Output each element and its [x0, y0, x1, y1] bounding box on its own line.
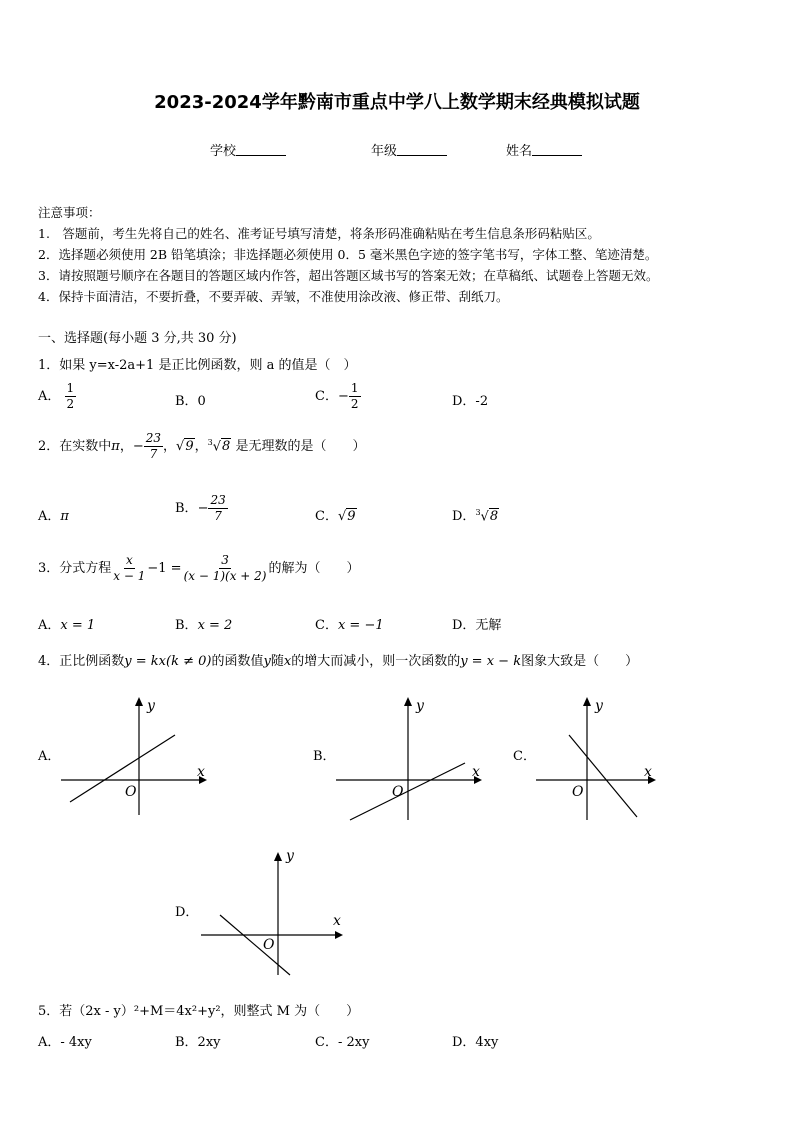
fraction: $\frac{1}{2}$ — [350, 381, 359, 411]
q4-option-d[interactable]: D． — [175, 905, 199, 920]
q1-option-d[interactable]: D．-2 — [452, 394, 489, 409]
q1-option-c[interactable] — [315, 381, 361, 412]
pi-symbol: π — [111, 439, 120, 454]
grade-label: 年级 — [371, 144, 398, 159]
svg-text:x: x — [197, 764, 205, 780]
svg-text:y: y — [416, 698, 424, 714]
graph-b — [330, 690, 490, 825]
cbrt-symbol: $^3$√8 — [475, 507, 499, 524]
minus-sign: − — [337, 389, 349, 404]
q2-option-c[interactable]: C．√9 — [315, 509, 356, 524]
question-5-stem: 5．若（2x - y）²+M＝4x²+y²，则整式 M 为（ ） — [38, 1004, 360, 1019]
cbrt-symbol: $^3$√8 — [207, 437, 231, 454]
q5-option-a[interactable]: A．- 4xy — [38, 1035, 92, 1050]
svg-text:x: x — [472, 764, 480, 780]
sqrt-symbol: √9 — [337, 509, 356, 524]
svg-text:x: x — [644, 764, 652, 780]
graph-d — [195, 845, 355, 980]
question-2-stem: 2．在实数中π，− $\frac{23}{7}$ ，√9，$^3$√8 是无理数的是（ ） — [38, 431, 366, 461]
note-item: 4．保持卡面清洁，不要折叠，不要弄破、弄皱，不准使用涂改液、修正带、刮纸刀。 — [38, 289, 509, 304]
fraction: $\frac{x}{x - 1}$ — [113, 553, 146, 583]
name-label: 姓名 — [506, 144, 533, 159]
graph-a — [55, 690, 215, 820]
graph-c — [532, 690, 662, 825]
fraction: $\frac{23}{7}$ — [210, 493, 226, 523]
school-blank[interactable] — [236, 143, 286, 156]
svg-text:y: y — [147, 698, 155, 714]
fraction: $\frac{23}{7}$ — [145, 431, 162, 461]
svg-text:O: O — [392, 784, 404, 800]
q2-option-a[interactable]: A．π — [38, 509, 69, 524]
grade-blank[interactable] — [397, 143, 447, 156]
svg-text:x: x — [333, 913, 341, 929]
school-field — [210, 140, 286, 159]
note-item: 2．选择题必须使用 2B 铅笔填涂；非选择题必须使用 0．5 毫米黑色字迹的签字笔书写，字体工整、笔迹清楚。 — [38, 247, 658, 262]
option-label: C． — [315, 389, 338, 404]
fraction: $\frac{1}{2}$ — [66, 381, 75, 411]
svg-text:O: O — [263, 937, 275, 953]
q3-option-c[interactable]: C．x = −1 — [315, 618, 384, 633]
q2-option-d[interactable]: D．$^3$√8 — [452, 507, 499, 524]
svg-text:O: O — [125, 784, 137, 800]
section-heading: 一、选择题(每小题 3 分,共 30 分) — [38, 331, 237, 346]
svg-text:y: y — [286, 848, 294, 864]
note-item: 1. 答题前，考生先将自己的姓名、准考证号填写清楚，将条形码准确粘贴在考生信息条形码粘贴区。 — [38, 226, 600, 241]
q4-option-c[interactable]: C． — [513, 749, 536, 764]
q1-option-a[interactable] — [38, 381, 76, 412]
page-title: 2023-2024学年黔南市重点中学八上数学期末经典模拟试题 — [154, 92, 640, 113]
note-item: 3．请按照题号顺序在各题目的答题区域内作答，超出答题区域书写的答案无效；在草稿纸、试题卷上答题无效。 — [38, 268, 659, 283]
school-label: 学校 — [210, 144, 237, 159]
name-blank[interactable] — [532, 143, 582, 156]
sqrt-symbol: √9 — [176, 439, 194, 454]
question-3-stem: 3．分式方程 $\frac{x}{x - 1}$ −1 = $\frac{3}{(x - 1)(x + 2)}$ 的解为（ ） — [38, 553, 360, 583]
fraction: $\frac{3}{(x - 1)(x + 2)}$ — [183, 553, 267, 583]
question-1-stem: 1．如果 y=x-2a+1 是正比例函数，则 a 的值是（ ） — [38, 358, 357, 373]
q5-option-d[interactable]: D．4xy — [452, 1035, 499, 1050]
name-field — [506, 140, 582, 159]
q3-option-d[interactable]: D．无解 — [452, 618, 502, 633]
q4-option-a[interactable]: A． — [38, 749, 61, 764]
option-label: A． — [38, 389, 61, 404]
q4-option-b[interactable]: B． — [313, 749, 336, 764]
q3-option-a[interactable]: A．x = 1 — [38, 618, 96, 633]
q3-option-b[interactable]: B．x = 2 — [175, 618, 233, 633]
q5-option-b[interactable]: B．2xy — [175, 1035, 221, 1050]
svg-text:O: O — [572, 784, 584, 800]
grade-field — [371, 140, 447, 159]
q2-option-b[interactable]: B．− $\frac{23}{7}$ — [175, 493, 226, 523]
svg-text:y: y — [595, 698, 603, 714]
question-4-stem: 4．正比例函数y = kx(k ≠ 0)的函数值y随x的增大而减小，则一次函数的y = x − k图象大致是（ ） — [38, 654, 639, 669]
notes-heading: 注意事项： — [38, 205, 101, 220]
q5-option-c[interactable]: C．- 2xy — [315, 1035, 370, 1050]
q1-option-b[interactable]: B．0 — [175, 394, 206, 409]
